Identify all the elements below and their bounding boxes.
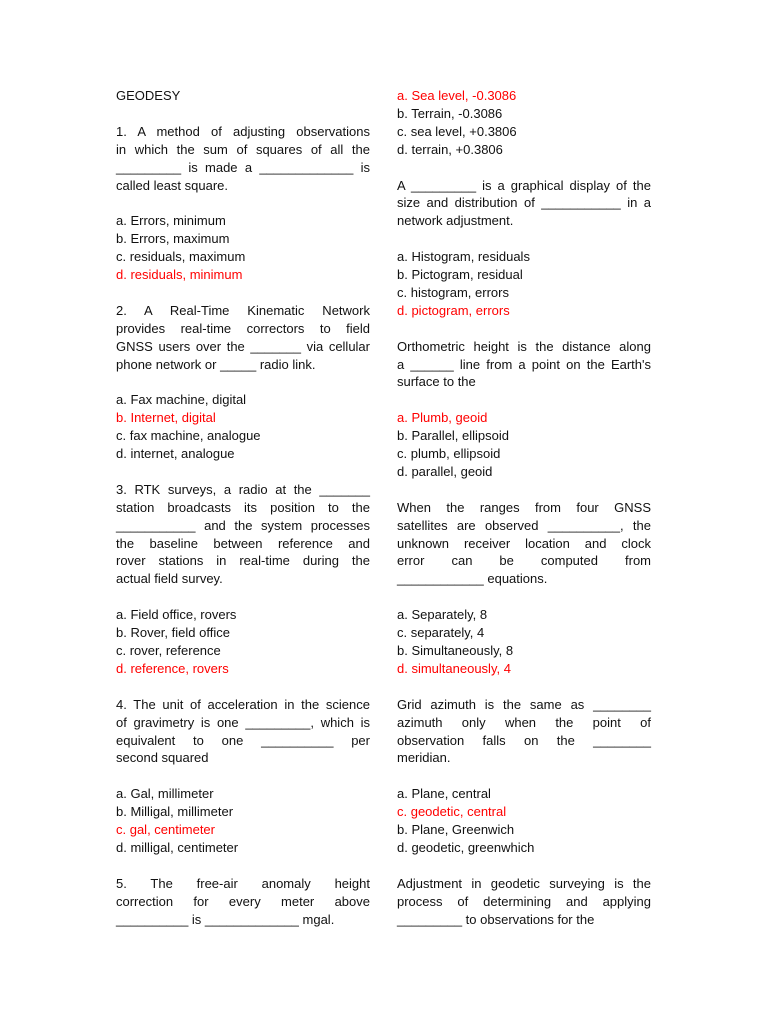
question-line: Adjustment in geodetic surveying is the — [397, 875, 651, 891]
answer-option-correct: d. pictogram, errors — [397, 302, 510, 318]
question-line: A _________ is a graphical display of the — [397, 177, 651, 193]
question-line: observation falls on the ________ — [397, 732, 651, 748]
answer-option: a. Fax machine, digital — [116, 392, 247, 408]
question-line: unknown receiver location and clock — [397, 535, 651, 551]
question-line: a ______ line from a point on the Earth's — [397, 356, 651, 372]
answer-option: b. Milligal, millimeter — [116, 804, 234, 820]
answer-option: c. separately, 4 — [397, 625, 485, 641]
question-text — [397, 338, 651, 392]
answer-option: b. Plane, Greenwich — [397, 822, 515, 838]
answer-option: a. Gal, millimeter — [116, 786, 214, 802]
answer-option-correct: c. gal, centimeter — [116, 822, 215, 838]
answer-option: c. residuals, maximum — [116, 249, 246, 265]
question-line: correction for every meter above — [116, 893, 370, 909]
answer-option: b. Rover, field office — [116, 625, 230, 641]
left-column — [116, 87, 370, 946]
question-text — [397, 499, 651, 589]
question-line: __________ is _____________ mgal. — [116, 911, 335, 927]
question-line: meridian. — [397, 750, 451, 766]
answer-option: b. Terrain, -0.3086 — [397, 105, 503, 121]
question-text — [116, 123, 370, 195]
question-line: network adjustment. — [397, 213, 514, 229]
question-line: ____________ equations. — [397, 571, 548, 587]
answer-options — [116, 785, 370, 857]
answer-options — [397, 606, 651, 678]
answer-option: d. geodetic, greenwhich — [397, 839, 535, 855]
question-line: second squared — [116, 750, 209, 766]
question-line: rover stations in real-time during the — [116, 553, 370, 569]
answer-option: d. internet, analogue — [116, 446, 235, 462]
answer-options — [116, 606, 370, 678]
question-line: station broadcasts its position to the — [116, 499, 370, 515]
answer-option-correct: b. Internet, digital — [116, 410, 216, 426]
answer-option: d. parallel, geoid — [397, 463, 493, 479]
answer-option: c. histogram, errors — [397, 284, 509, 300]
question-line: the baseline between reference and — [116, 535, 370, 551]
question-line: 3. RTK surveys, a radio at the _______ — [116, 481, 370, 497]
question-line: size and distribution of ___________ in a — [397, 195, 651, 211]
answer-option: b. Simultaneously, 8 — [397, 643, 514, 658]
answer-options — [116, 391, 370, 463]
answer-option-correct: d. reference, rovers — [116, 660, 229, 676]
question-text — [397, 696, 651, 768]
answer-option-correct: a. Plumb, geoid — [397, 410, 488, 426]
question-line: azimuth only when the point of — [397, 714, 651, 730]
document-title: GEODESY — [116, 88, 181, 103]
question-line: 4. The unit of acceleration in the science — [116, 696, 370, 712]
question-line: When the ranges from four GNSS — [397, 499, 651, 515]
question-text — [397, 177, 651, 231]
answer-option: a. Field office, rovers — [116, 607, 237, 623]
question-line: called least square. — [116, 177, 229, 193]
question-line: _________ is made a _____________ is — [116, 159, 370, 175]
question-line: surface to the — [397, 374, 476, 390]
answer-option: c. sea level, +0.3806 — [397, 123, 517, 139]
question-text — [116, 302, 370, 374]
answer-options — [116, 212, 370, 284]
answer-option: b. Errors, maximum — [116, 231, 230, 247]
question-line: Grid azimuth is the same as ________ — [397, 696, 651, 712]
question-line: actual field survey. — [116, 571, 223, 587]
answer-option: a. Separately, 8 — [397, 607, 488, 623]
answer-options — [397, 785, 651, 857]
answer-options — [397, 87, 651, 159]
question-text — [397, 875, 651, 929]
right-column — [397, 87, 651, 946]
answer-option: d. terrain, +0.3806 — [397, 141, 503, 157]
answer-option-correct: d. residuals, minimum — [116, 267, 243, 283]
question-line: equivalent to one __________ per — [116, 732, 370, 748]
answer-option: a. Plane, central — [397, 786, 491, 802]
question-line: provides real-time correctors to field — [116, 320, 370, 336]
question-line: satellites are observed __________, the — [397, 517, 651, 533]
answer-option: b. Parallel, ellipsoid — [397, 428, 510, 444]
answer-options — [397, 248, 651, 320]
answer-option: a. Histogram, residuals — [397, 249, 530, 265]
answer-option: d. milligal, centimeter — [116, 839, 239, 855]
answer-option-correct: c. geodetic, central — [397, 804, 507, 820]
question-line: ___________ and the system processes — [116, 517, 370, 533]
answer-option-correct: a. Sea level, -0.3086 — [397, 88, 517, 103]
question-text — [116, 696, 370, 768]
question-line: error can be computed from — [397, 553, 651, 569]
answer-option: b. Pictogram, residual — [397, 267, 523, 283]
question-line: 1. A method of adjusting observations — [116, 123, 370, 139]
answer-option-correct: d. simultaneously, 4 — [397, 660, 511, 676]
question-line: in which the sum of squares of all the — [116, 141, 370, 157]
question-line: 2. A Real-Time Kinematic Network — [116, 302, 370, 318]
question-text — [116, 481, 370, 588]
question-line: process of determining and applying — [397, 893, 651, 909]
question-line: GNSS users over the _______ via cellular — [116, 338, 370, 354]
question-text — [116, 875, 370, 929]
answer-option: a. Errors, minimum — [116, 213, 226, 229]
question-line: phone network or _____ radio link. — [116, 356, 316, 372]
question-line: Orthometric height is the distance along — [397, 338, 651, 354]
answer-option: c. fax machine, analogue — [116, 428, 261, 444]
answer-options — [397, 409, 651, 481]
question-line: _________ to observations for the — [397, 911, 595, 927]
answer-option: c. plumb, ellipsoid — [397, 446, 501, 462]
question-line: of gravimetry is one _________, which is — [116, 714, 370, 730]
answer-option: c. rover, reference — [116, 643, 221, 658]
question-line: 5. The free-air anomaly height — [116, 875, 370, 891]
